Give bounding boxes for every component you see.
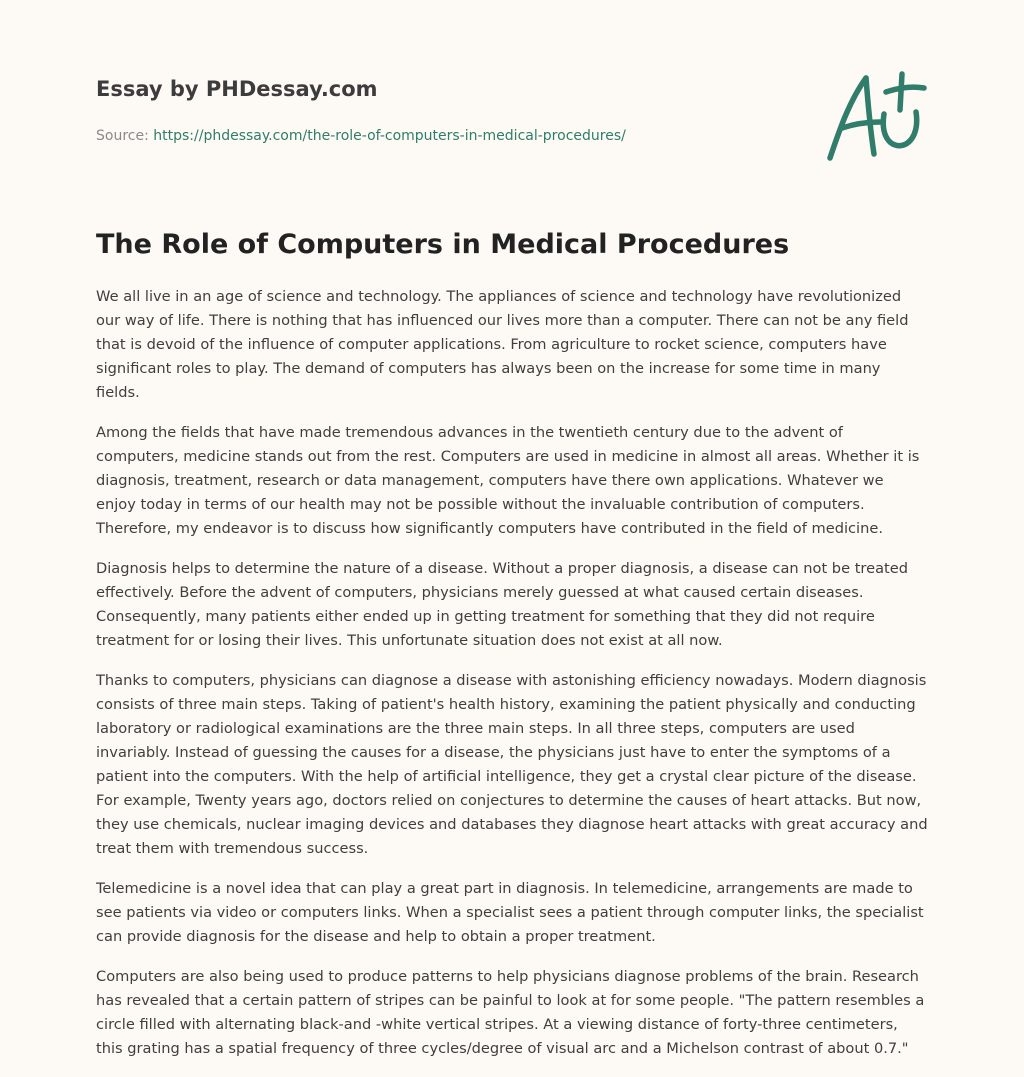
a-plus-grade-icon <box>822 66 932 166</box>
source-line <box>96 126 796 146</box>
paragraph: Among the fields that have made tremendous advances in the twentieth century due to the advent of computers, medicine stands out from the rest. Computers are used in medicine in almost all areas. Whether it is diagnosis, treatment, research or data management, computers have there own applications. Whatever we enjoy today in terms of our health may not be possible without the invaluable contribution of computers. Therefore, my endeavor is to discuss how significantly computers have contributed in the field of medicine. <box>96 424 920 537</box>
source-link[interactable]: https://phdessay.com/the-role-of-computers-in-medical-procedures/ <box>153 128 626 144</box>
paragraph: Thanks to computers, physicians can diagnose a disease with astonishing efficiency nowadays. Modern diagnosis consists of three main steps. Taking of patient's health history, examining the patient physically and conducting laboratory or radiological examinations are the three main steps. In all three steps, computers are used invariably. Instead of guessing the causes for a disease, the physicians just have to enter the symptoms of a patient into the computers. With the help of artificial intelligence, they get a crystal clear picture of the disease. For example, Twenty years ago, doctors relied on conjectures to determine the causes of heart attacks. But now, they use chemicals, nuclear imaging devices and databases they diagnose heart attacks with great accuracy and treat them with tremendous success. <box>96 672 928 857</box>
essay-title: The Role of Computers in Medical Procedures <box>96 229 790 260</box>
paragraph: Diagnosis helps to determine the nature of a disease. Without a proper diagnosis, a disease can not be treated effectively. Before the advent of computers, physicians merely guessed at what caused certain diseases. Consequently, many patients either ended up in getting treatment for something that they did not require treatment for or losing their lives. This unfortunate situation does not exist at all now. <box>96 560 908 649</box>
paragraph: We all live in an age of science and technology. The appliances of science and technology have revolutionized our way of life. There is nothing that has influenced our lives more than a computer. There can not be any field that is devoid of the influence of computer applications. From agriculture to rocket science, computers have significant roles to play. The demand of computers has always been on the increase for some time in many fields. <box>96 288 909 401</box>
source-label: Source: <box>96 128 154 144</box>
paragraph: Computers are also being used to produce patterns to help physicians diagnose problems of the brain. Research has revealed that a certain pattern of stripes can be painful to look at for some people. "The pattern resembles a circle filled with alternating black-and -white vertical stripes. At a viewing distance of forty-three centimeters, this grating has a spatial frequency of three cycles/degree of visual arc and a Michelson contrast of about 0.7." <box>96 968 925 1057</box>
essay-body <box>96 285 928 1077</box>
paragraph: Telemedicine is a novel idea that can play a great part in diagnosis. In telemedicine, arrangements are made to see patients via video or computers links. When a specialist sees a patient through computer links, the specialist can provide diagnosis for the disease and help to obtain a proper treatment. <box>96 880 924 945</box>
site-title: Essay by PHDessay.com <box>96 77 378 101</box>
essay-header <box>96 74 796 146</box>
